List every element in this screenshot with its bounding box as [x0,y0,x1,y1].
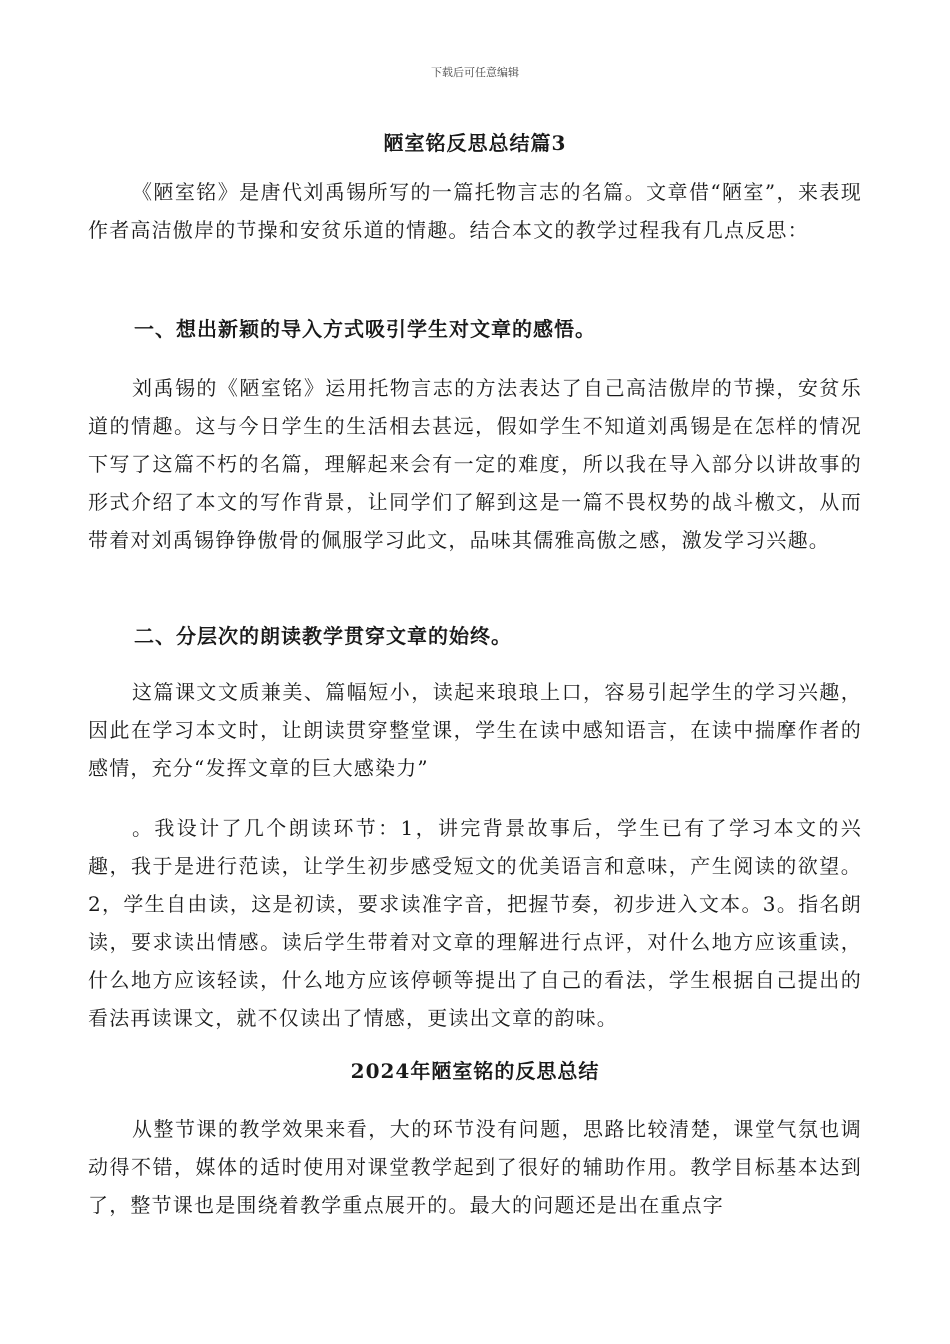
summary-paragraph: 从整节课的教学效果来看，大的环节没有问题，思路比较清楚，课堂气氛也调动得不错，媒体的适时使用对课堂教学起到了很好的辅助作用。教学目标基本达到了，整节课也是围绕着教学重点展开的。最大的问题还是出在重点字 [88,1117,862,1217]
intro-paragraph: 《陋室铭》是唐代刘禹锡所写的一篇托物言志的名篇。文章借“陋室”，来表现作者高洁傲岸的节操和安贫乐道的情趣。结合本文的教学过程我有几点反思： [88,180,862,242]
document-title: 陋室铭反思总结篇3 [383,131,567,155]
page-header: 下载后可任意编辑 [431,66,519,79]
section-2-paragraph: 这篇课文文质兼美、篇幅短小，读起来琅琅上口，容易引起学生的学习兴趣，因此在学习本文时，让朗读贯穿整堂课，学生在读中感知语言，在读中揣摩作者的感情，充分“发挥文章的巨大感染力” [88,680,862,780]
second-title: 2024年陋室铭的反思总结 [350,1059,600,1083]
section-heading-1: 一、想出新颖的导入方式吸引学生对文章的感悟。 [134,317,596,341]
section-heading-2: 二、分层次的朗读教学贯穿文章的始终。 [134,624,512,648]
reading-steps-paragraph: 。我设计了几个朗读环节：1，讲完背景故事后，学生已有了学习本文的兴趣，我于是进行范读，让学生初步感受短文的优美语言和意味，产生阅读的欲望。2，学生自由读，这是初读，要求读准字音，把握节奏，初步进入文本。3。指名朗读，要求读出情感。读后学生带着对文章的理解进行点评，对什么地方应该重读，什么地方应该轻读，什么地方应该停顿等提出了自己的看法，学生根据自己提出的看法再读课文，就不仅读出了情感，更读出文章的韵味。 [88,816,862,1030]
section-1-paragraph: 刘禹锡的《陋室铭》运用托物言志的方法表达了自己高洁傲岸的节操，安贫乐道的情趣。这与今日学生的生活相去甚远，假如学生不知道刘禹锡是在怎样的情况下写了这篇不朽的名篇，理解起来会有一定的难度，所以我在导入部分以讲故事的形式介绍了本文的写作背景，让同学们了解到这是一篇不畏权势的战斗檄文，从而带着对刘禹锡铮铮傲骨的佩服学习此文，品味其儒雅高傲之感，激发学习兴趣。 [88,376,862,552]
